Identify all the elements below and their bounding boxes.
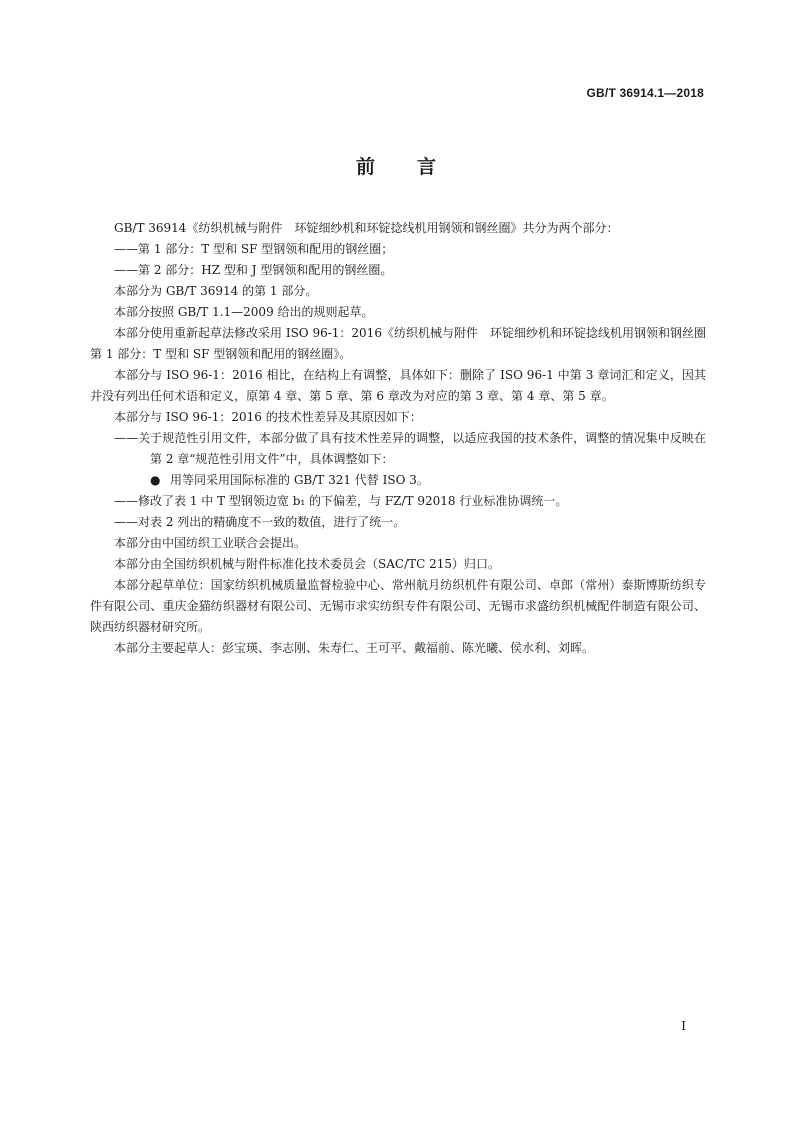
list-item-table-1-change: ——修改了表 1 中 T 型钢领边宽 b₁ 的下偏差，与 FZ/T 92018 行业标准协调统一。 (114, 494, 568, 508)
bullet-item-gbt-321 (90, 470, 706, 491)
paragraph-structure-changes: 本部分与 ISO 96-1：2016 相比，在结构上有调整，具体如下：删除了 ISO 96-1 中第 3 章词汇和定义，因其并没有列出任何术语和定义，原第 4 章、第 5 章、第 6 章改为对应的第 3 章、第 4 章、第 5 章。 (90, 368, 706, 403)
paragraph-proposed-by: 本部分由中国纺织工业联合会提出。 (114, 536, 307, 550)
list-item-normative-references: ——关于规范性引用文件，本部分做了具有技术性差异的调整，以适应我国的技术条件，调整的情况集中反映在第 2 章“规范性引用文件”中，具体调整如下： (114, 431, 706, 466)
bullet-icon: ● (150, 473, 161, 487)
page-title (0, 152, 794, 179)
page-number: I (681, 1019, 686, 1033)
bullet-item-text: 用等同采用国际标准的 GB/T 321 代替 ISO 3。 (170, 473, 429, 487)
paragraph-series-intro: GB/T 36914《纺织机械与附件 环锭细纱机和环锭捻线机用钢领和钢丝圈》共分为两个部分： (114, 221, 619, 235)
paragraph-technical-differences: 本部分与 ISO 96-1：2016 的技术性差异及其原因如下： (114, 410, 422, 424)
foreword-body (90, 218, 719, 659)
standard-code: GB/T 36914.1—2018 (586, 86, 704, 100)
paragraph-adoption-method: 本部分使用重新起草法修改采用 ISO 96-1：2016《纺织机械与附件 环锭细纱机和环锭捻线机用钢领和钢丝圈 第 1 部分：T 型和 SF 型钢领和配用的钢丝圈》。 (90, 326, 719, 361)
paragraph-drafting-units: 本部分起草单位：国家纺织机械质量监督检验中心、常州航月纺织机件有限公司、卓郎（常州）泰斯博斯纺织专件有限公司、重庆金猫纺织器材有限公司、无锡市求实纺织专件有限公司、无锡市求盛纺织机械配件制造有限公司、陕西纺织器材研究所。 (90, 578, 706, 634)
list-item-table-2-change: ——对表 2 列出的精确度不一致的数值，进行了统一。 (114, 515, 406, 529)
page-title-part-1: 前 (355, 156, 377, 178)
paragraph-centralized-by: 本部分由全国纺织机械与附件标准化技术委员会（SAC/TC 215）归口。 (114, 557, 501, 571)
page-title-part-2: 言 (417, 156, 439, 178)
list-item-part-1: ——第 1 部分：T 型和 SF 型钢领和配用的钢丝圈； (114, 242, 394, 256)
paragraph-part-statement: 本部分为 GB/T 36914 的第 1 部分。 (114, 284, 318, 298)
list-item-part-2: ——第 2 部分：HZ 型和 J 型钢领和配用的钢丝圈。 (114, 263, 393, 277)
paragraph-drafting-rules: 本部分按照 GB/T 1.1—2009 给出的规则起草。 (114, 305, 374, 319)
paragraph-drafters: 本部分主要起草人：彭宝瑛、李志刚、朱寿仁、王可平、戴福前、陈光曦、侯水利、刘晖。 (114, 641, 595, 655)
